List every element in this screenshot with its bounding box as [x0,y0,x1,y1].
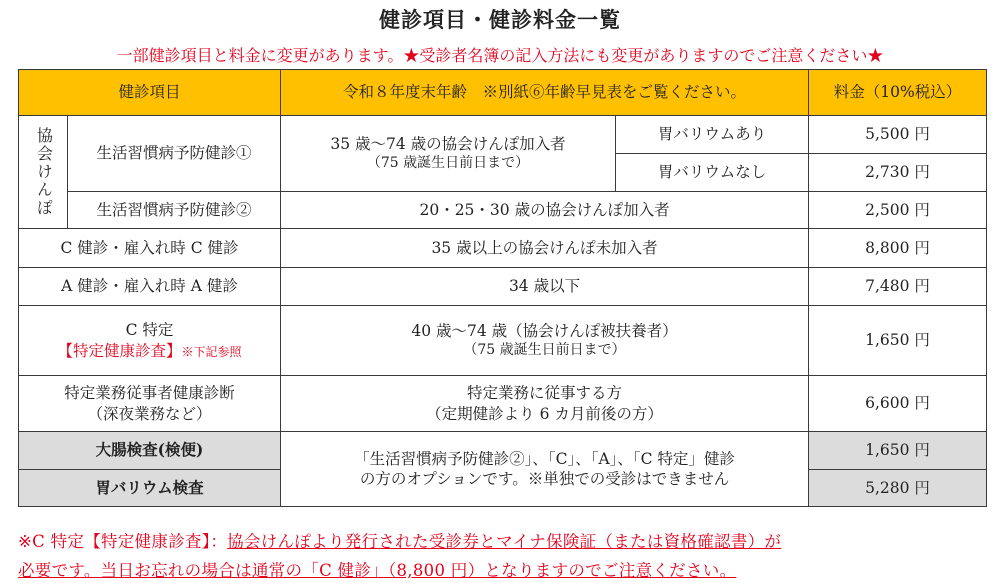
footnote-line2: 必要です。当日お忘れの場合は通常の「C 健診」（8,800 円）となりますのでご注意ください。 [18,561,737,580]
page-title: 健診項目・健診料金一覧 [379,7,621,32]
table-row [19,376,987,432]
option-note-l1: 「生活習慣病予防健診②」、「C」、「A」、「C 特定」健診 [354,449,735,468]
row6-age-l2: （定期健診より 6 カ月前後の方） [426,404,663,423]
row5-name-note: ※下記参照 [181,344,242,359]
row1-fee-a: 5,500 円 [809,116,987,154]
row1-name: 生活習慣病予防健診① [68,116,281,192]
footnote-line1 [18,528,988,552]
row1-age-main: 35 歳～74 歳の協会けんぽ加入者 [330,135,566,154]
option-note [281,432,809,507]
row6-name-l2: （深夜業務など） [87,404,212,423]
table-row [19,116,987,154]
row5-age [281,306,809,376]
footnote-lead: ※C 特定【特定健康診査】： [18,532,228,551]
row5-fee: 1,650 円 [809,306,987,376]
row7-name: 大腸検査(検便) [19,432,281,470]
row6-age-l1: 特定業務に従事する方 [467,384,623,403]
table-row [19,192,987,229]
row3-fee: 8,800 円 [809,229,987,268]
row5-age-main: 40 歳～74 歳（協会けんぽ被扶養者） [411,322,678,341]
row4-age: 34 歳以下 [281,268,809,306]
table-row [19,268,987,306]
row6-fee: 6,600 円 [809,376,987,432]
header-age: 令和８年度末年齢 ※別紙⑥年齢早見表をご覧ください。 [281,70,809,116]
header-fee: 料金（10%税込） [809,70,987,116]
row5-name-main: C 特定 [125,321,174,340]
row6-age [281,376,809,432]
row3-age: 35 歳以上の協会けんぽ未加入者 [281,229,809,268]
row6-name-l1: 特定業務従事者健康診断 [64,384,235,403]
kyokai-label-cell [19,116,68,229]
row8-name: 胃バリウム検査 [19,470,281,507]
row2-name: 生活習慣病予防健診② [68,192,281,229]
table-row [19,306,987,376]
row4-fee: 7,480 円 [809,268,987,306]
change-notice: 一部健診項目と料金に変更があります。★受診者名簿の記入方法にも変更がありますのでご注意ください★ [116,46,884,65]
header-item: 健診項目 [19,70,281,116]
row4-name: A 健診・雇入れ時 A 健診 [19,268,281,306]
row1-age [281,116,616,192]
row5-name [19,306,281,376]
row2-age: 20・25・30 歳の協会けんぽ加入者 [281,192,809,229]
table-header-row [19,70,987,116]
table-row [19,432,987,470]
row7-fee: 1,650 円 [809,432,987,470]
row8-fee: 5,280 円 [809,470,987,507]
table-row [19,229,987,268]
row5-age-sub: （75 歳誕生日前日まで） [463,342,626,359]
row1-fee-b: 2,730 円 [809,154,987,192]
option-note-l2: の方のオプションです。※単独での受診はできません [359,470,730,488]
row1-age-sub: （75 歳誕生日前日まで） [366,155,530,172]
row1-option-b: 胃バリウムなし [616,154,809,192]
kyokai-label: 協会けんぽ [34,127,54,217]
row2-fee: 2,500 円 [809,192,987,229]
row6-name [19,376,281,432]
row3-name: C 健診・雇入れ時 C 健診 [19,229,281,268]
fee-table [18,69,987,507]
footnote-requirement: 協会けんぽより発行された受診券とマイナ保険証（または資格確認書）が [227,532,782,551]
row5-name-red: 【特定健康診査】 [57,341,182,360]
row1-option-a: 胃バリウムあり [616,116,809,154]
